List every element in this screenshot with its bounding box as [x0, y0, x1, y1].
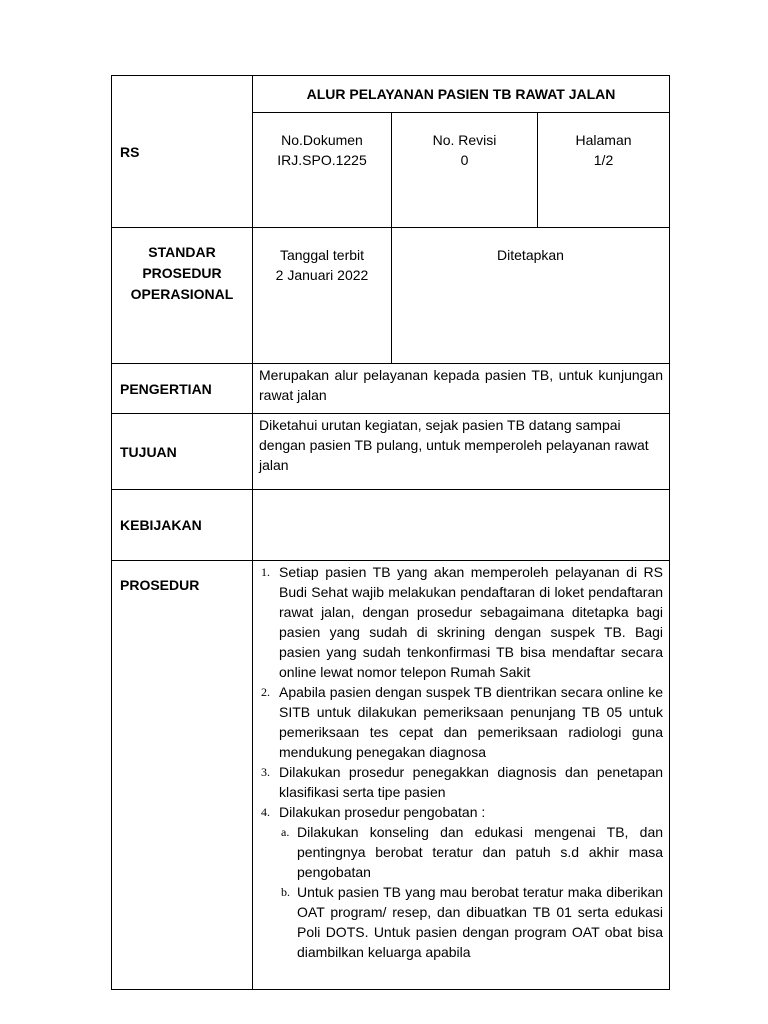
- spo-table: [111, 75, 670, 990]
- pengertian-text: Merupakan alur pelayanan kepada pasien TB, untuk kunjungan rawat jalan: [253, 364, 670, 414]
- prosedur-list-wrapper: [253, 561, 669, 986]
- prosedur-label: PROSEDUR: [112, 561, 253, 990]
- document-title: ALUR PELAYANAN PASIEN TB RAWAT JALAN: [253, 76, 670, 113]
- prosedur-item-3: [257, 762, 663, 802]
- tujuan-label: TUJUAN: [112, 414, 253, 490]
- prosedur-item-text: Apabila pasien dengan suspek TB dientrikan secara online ke SITB untuk dilakukan pemeriksaan penunjang TB 05 untuk pemeriksaan tes cepat dan pemeriksaan radiologi guna mendukung penegakan diagnosa: [279, 684, 664, 760]
- no-dokumen-value: IRJ.SPO.1225: [277, 152, 367, 168]
- prosedur-item-text: Setiap pasien TB yang akan memperoleh pelayanan di RS Budi Sehat wajib melakukan pendaftaran di loket pendaftaran rawat jalan, dengan prosedur sebagaimana ditetapka bagi pasien yang sudah di skrining dengan suspek TB. Bagi pasien yang sudah tenkonfirmasi TB bisa mendaftar secara online lewat nomor telepon Rumah Sakit: [279, 564, 664, 680]
- prosedur-item-text: Dilakukan prosedur penegakkan diagnosis dan penetapan klasifikasi serta tipe pasien: [279, 764, 664, 800]
- spo-label: [112, 228, 253, 364]
- rs-label: RS: [112, 76, 253, 228]
- prosedur-content: [253, 561, 670, 990]
- spo-label-line3: OPERASIONAL: [130, 286, 234, 302]
- no-revisi-label: No. Revisi: [432, 132, 497, 148]
- halaman-label: Halaman: [575, 132, 632, 148]
- prosedur-subitem-b: [279, 882, 663, 962]
- kebijakan-text: [253, 490, 670, 561]
- ditetapkan-cell: [392, 228, 670, 364]
- prosedur-item-2: [257, 682, 663, 762]
- prosedur-subitem-text: Dilakukan konseling dan edukasi mengenai TB, dan pentingnya berobat teratur dan patuh s.d akhir masa pengobatan: [297, 824, 664, 880]
- tanggal-terbit-label: Tanggal terbit: [279, 247, 365, 263]
- no-dokumen-label: No.Dokumen: [281, 132, 363, 148]
- spo-label-line1: STANDAR: [148, 244, 216, 260]
- prosedur-subitem-letter: b.: [281, 885, 290, 899]
- halaman-cell: [538, 113, 670, 228]
- prosedur-item-number: 2.: [261, 685, 270, 699]
- tanggal-terbit-cell: [253, 228, 392, 364]
- no-dokumen-cell: [253, 113, 392, 228]
- prosedur-subitem-text: Untuk pasien TB yang mau berobat teratur maka diberikan OAT program/ resep, dan dibuatkan TB 01 serta edukasi Poli DOTS. Untuk pasien dengan program OAT obat bisa diambilkan keluarga apabila: [297, 884, 664, 960]
- prosedur-item-number: 1.: [261, 565, 270, 579]
- prosedur-list: [257, 562, 663, 962]
- prosedur-sublist: [279, 822, 663, 962]
- prosedur-item-number: 3.: [261, 765, 270, 779]
- pengertian-label: PENGERTIAN: [112, 364, 253, 414]
- tujuan-text: Diketahui urutan kegiatan, sejak pasien TB datang sampai dengan pasien TB pulang, untuk memperoleh pelayanan rawat jalan: [253, 414, 670, 490]
- prosedur-item-text: Dilakukan prosedur pengobatan :: [279, 804, 486, 820]
- prosedur-subitem-a: [279, 822, 663, 882]
- no-revisi-value: 0: [460, 152, 469, 168]
- spo-label-line2: PROSEDUR: [142, 265, 222, 281]
- tanggal-terbit-value: 2 Januari 2022: [275, 267, 369, 283]
- no-revisi-cell: [392, 113, 538, 228]
- halaman-value: 1/2: [593, 152, 614, 168]
- ditetapkan-label: Ditetapkan: [497, 247, 564, 263]
- prosedur-item-1: [257, 562, 663, 682]
- prosedur-item-number: 4.: [261, 805, 270, 819]
- prosedur-subitem-letter: a.: [281, 825, 290, 839]
- prosedur-item-4: [257, 802, 663, 962]
- kebijakan-label: KEBIJAKAN: [112, 490, 253, 561]
